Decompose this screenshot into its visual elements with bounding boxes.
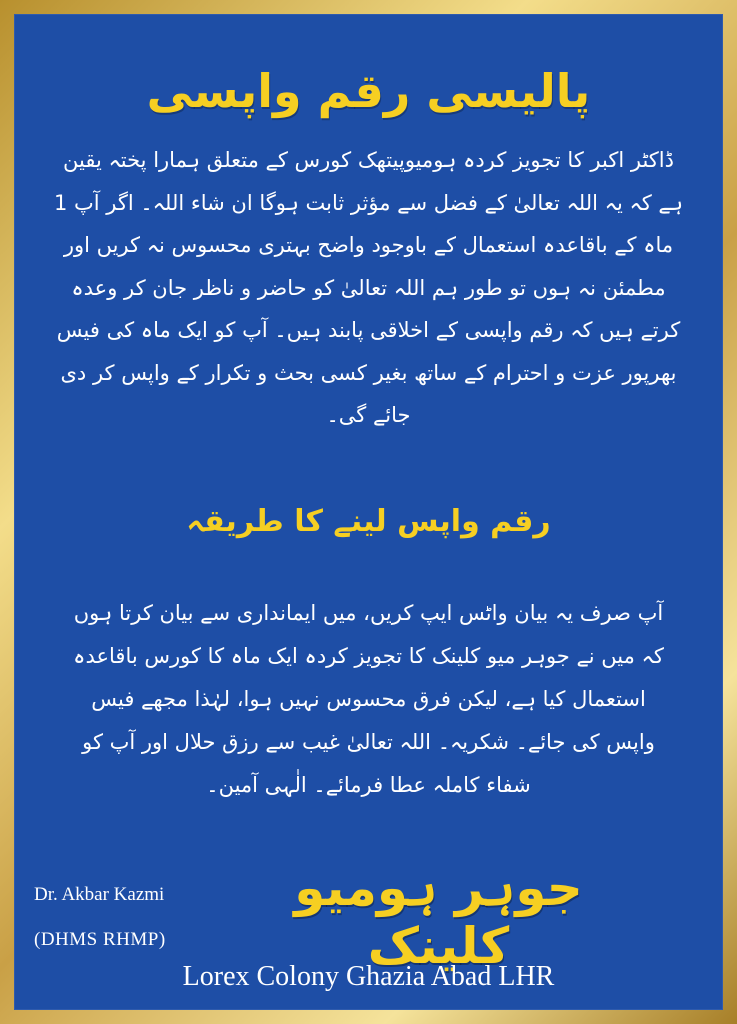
- doctor-qualifications: (DHMS RHMP): [34, 929, 166, 950]
- page-title: پالیسی رقم واپسی: [146, 64, 591, 118]
- policy-card: [14, 14, 723, 1010]
- refund-method-paragraph: آپ صرف یہ بیان واٹس ایپ کریں، میں ایمانداری سے بیان کرتا ہوں کہ میں نے جوہر میو کلینک کا تجویز کردہ ایک ماہ کا کورس باقاعدہ استعمال کیا ہے، لیکن فرق محسوس نہیں ہوا، لہٰذا مجھے فیس واپس کی جائے۔ شکریہ۔ اللہ تعالیٰ غیب سے رزق حلال اور آپ کو شفاء کاملہ عطا فرمائے۔ الٰہی آمین۔: [73, 601, 664, 797]
- clinic-name: جوہر ہومیو کلینک: [294, 859, 583, 975]
- clinic-address: Lorex Colony Ghazia Abad LHR: [182, 961, 555, 992]
- policy-paragraph: ڈاکٹر اکبر کا تجویز کردہ ہومیوپیتھک کورس کے متعلق ہمارا پختہ یقین ہے کہ یہ اللہ تعالیٰ کے فضل سے مؤثر ثابت ہوگا ان شاء اللہ۔ اگر آپ 1 ماہ کے باقاعدہ استعمال کے باوجود واضح بہتری محسوس نہ کریں اور مطمئن نہ ہوں تو طور ہم اللہ تعالیٰ کو حاضر و ناظر جان کر وعدہ کرتے ہیں کہ رقم واپسی کے اخلاقی پابند ہیں۔ آپ کو ایک ماہ کی فیس بھرپور عزت و احترام کے ساتھ بغیر کسی بحث و تکرار کے واپس کر دی جائے گی۔: [53, 148, 684, 427]
- refund-method-heading: رقم واپس لینے کا طریقہ: [186, 504, 551, 539]
- doctor-name: Dr. Akbar Kazmi: [34, 884, 165, 905]
